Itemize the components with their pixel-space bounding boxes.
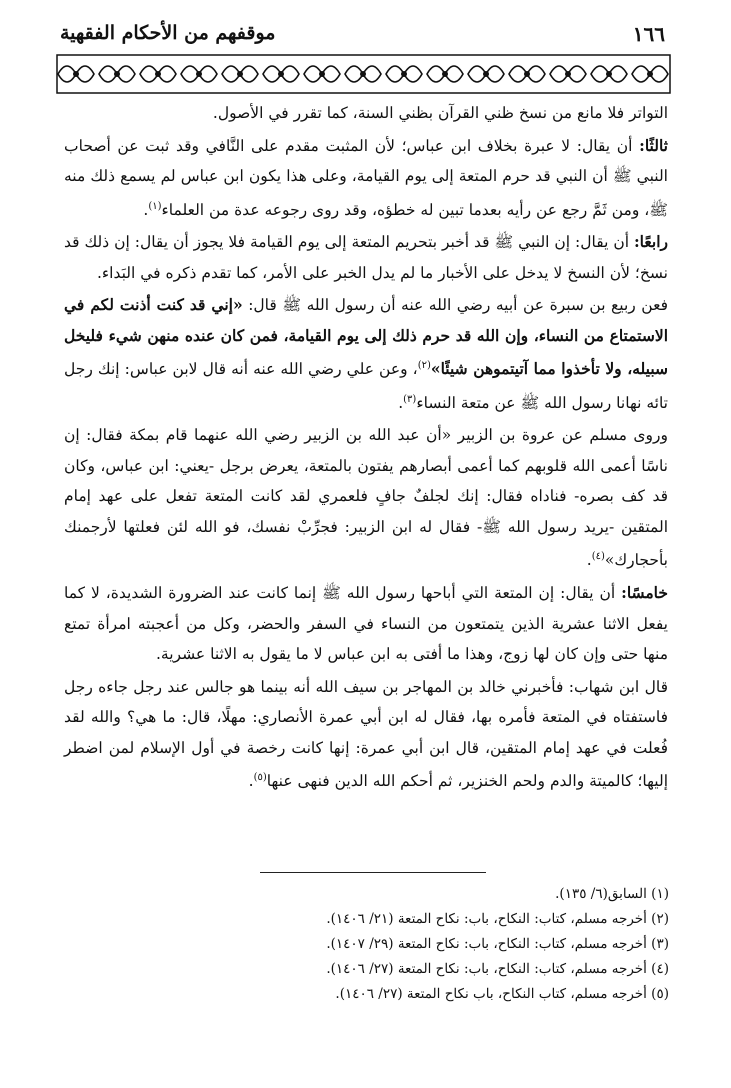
ornament-dot: [606, 71, 612, 77]
ornament-dot: [155, 71, 161, 77]
footnote: (٥) أخرجه مسلم، كتاب النكاح، باب نكاح المتعة (٢٧/ ١٤٠٦).: [335, 986, 669, 1002]
footnote: (٣) أخرجه مسلم، كتاب: النكاح، باب: نكاح المتعة (٢٩/ ١٤٠٧).: [326, 936, 669, 952]
ornamental-border: [56, 52, 671, 96]
ornament-dot: [114, 71, 120, 77]
ornament-dot: [483, 71, 489, 77]
ornament-dot: [647, 71, 653, 77]
ornament-dot: [237, 71, 243, 77]
paragraph-end: .: [143, 200, 149, 219]
footnote: (٢) أخرجه مسلم، كتاب: النكاح، باب: نكاح المتعة (٢١/ ١٤٠٦).: [326, 911, 669, 927]
paragraph: [64, 420, 668, 576]
paragraph-text-continued: ، وعن علي رضي الله عنه أنه قال لابن عباس: إنك رجل تائه نهانا رسول الله ﷺ عن متعة النساء: [64, 360, 668, 412]
ornament-dot: [442, 71, 448, 77]
paragraph: [64, 98, 668, 129]
paragraph-end: .: [248, 772, 254, 791]
ornament-dot: [73, 71, 79, 77]
page-number: ١٦٦: [632, 22, 665, 46]
footnote-ref[interactable]: (٥): [253, 772, 267, 784]
paragraph: [64, 672, 668, 797]
page-header: [60, 22, 665, 52]
body-text: [64, 98, 668, 799]
ornament-dot: [401, 71, 407, 77]
footnote: (١) السابق(٦/ ١٣٥).: [555, 886, 669, 902]
paragraph-text: أن يقال: إن النبي ﷺ قد أخبر بتحريم المتعة إلى يوم القيامة فلا يجوز أن يقال: إن ذلك قد نسخ؛ لأن النسخ لا يدخل على الأخبار ما لم يدل الخبر على الأمر، كما تقدم ذكره في البَداء.: [64, 233, 668, 282]
paragraph-end: .: [398, 393, 404, 412]
hadith-quote: «إني قد كنت أذنت لكم في الاستمتاع من النساء، وإن الله قد حرم ذلك إلى يوم القيامة، فمن كان عنده منهن شيء فليخل سبيله، ولا تأخذوا مما آتيتموهن شيئًا»: [64, 295, 668, 379]
paragraph: [64, 290, 668, 418]
footnote-divider: [260, 872, 486, 873]
footnote-ref[interactable]: (١): [148, 200, 162, 212]
paragraph-text: وروى مسلم عن عروة بن الزبير «أن عبد الله بن الزبير رضي الله عنهما قام بمكة فقال: إن ناسًا أعمى الله قلوبهم كما أعمى أبصارهم يفتون بالمتعة، يعرض برجل -يعني: ابن عباس، وكان قد كف بصره- فناداه فقال: إنك لجلفٌ جافٍ فلعمري لقد كانت المتعة تفعل على عهد إمام المتقين -يريد رسول الله ﷺ- فقال له ابن الزبير: فجرِّبْ نفسك، فو الله لئن فعلتها لأرجمنك بأحجارك»: [64, 426, 668, 570]
ornament-dot: [360, 71, 366, 77]
paragraph-text: فعن ربيع بن سبرة عن أبيه رضي الله عنه أن رسول الله ﷺ قال:: [248, 296, 668, 315]
ornament-dot: [196, 71, 202, 77]
footnote-ref[interactable]: (٢): [417, 360, 431, 372]
paragraph-lead: رابعًا:: [633, 232, 668, 252]
paragraph-text: أن يقال: إن المتعة التي أباحها رسول الله ﷺ إنما كانت عند الضرورة الشديدة، لا كما يفعل الاثنا عشرية الذين يتمتعون من النساء في السفر والحضر، وكل من أعجبته امرأة تمتع منها حتى وإن كان لها زوج، وهذا ما أفتى به ابن عباس لا ما يقول به الاثنا عشرية.: [64, 584, 668, 664]
ornament-dot: [524, 71, 530, 77]
paragraph: [64, 227, 668, 288]
paragraph-text: قال ابن شهاب: فأخبرني خالد بن المهاجر بن سيف الله أنه بينما هو جالس عند رجل جاءه رجل فاستفتاه في المتعة فأمره بها، فقال له ابن أبي عمرة الأنصاري: مهلًا، قال: ما هي؟ والله لقد فُعلت في عهد إمام المتقين، قال ابن أبي عمرة: إنها كانت رخصة في أول الإسلام لمن اضطر إليها؛ كالميتة والدم ولحم الخنزير، ثم أحكم الله الدين فنهى عنها: [64, 677, 668, 791]
paragraph: [64, 578, 668, 670]
ornament-dot: [319, 71, 325, 77]
footnote-ref[interactable]: (٤): [591, 551, 605, 563]
footnote-ref[interactable]: (٣): [403, 393, 417, 405]
running-title: موقفهم من الأحكام الفقهية: [60, 22, 276, 44]
paragraph: [64, 131, 668, 226]
paragraph-text: أن يقال: لا عبرة بخلاف ابن عباس؛ لأن المثبت مقدم على النَّافي وقد ثبت عن أصحاب النبي ﷺ أن النبي قد حرم المتعة إلى يوم القيامة، وعلى هذا يكون ابن عباس لم يسمع ذلك منه ﷺ، ومن ثَمَّ رجع عن رأيه بعدما تبين له خطؤه، وقد روى رجوعه عدة من العلماء: [64, 136, 668, 219]
footnotes: [69, 882, 669, 1007]
paragraph-lead: ثالثًا:: [639, 135, 668, 155]
paragraph-lead: خامسًا:: [621, 583, 668, 603]
paragraph-end: .: [586, 551, 592, 570]
ornament-dot: [565, 71, 571, 77]
ornament-dot: [278, 71, 284, 77]
paragraph-text: التواتر فلا مانع من نسخ ظني القرآن بظني السنة، كما تقرر في الأصول.: [212, 104, 668, 122]
footnote: (٤) أخرجه مسلم، كتاب: النكاح، باب: نكاح المتعة (٢٧/ ١٤٠٦).: [326, 961, 669, 977]
